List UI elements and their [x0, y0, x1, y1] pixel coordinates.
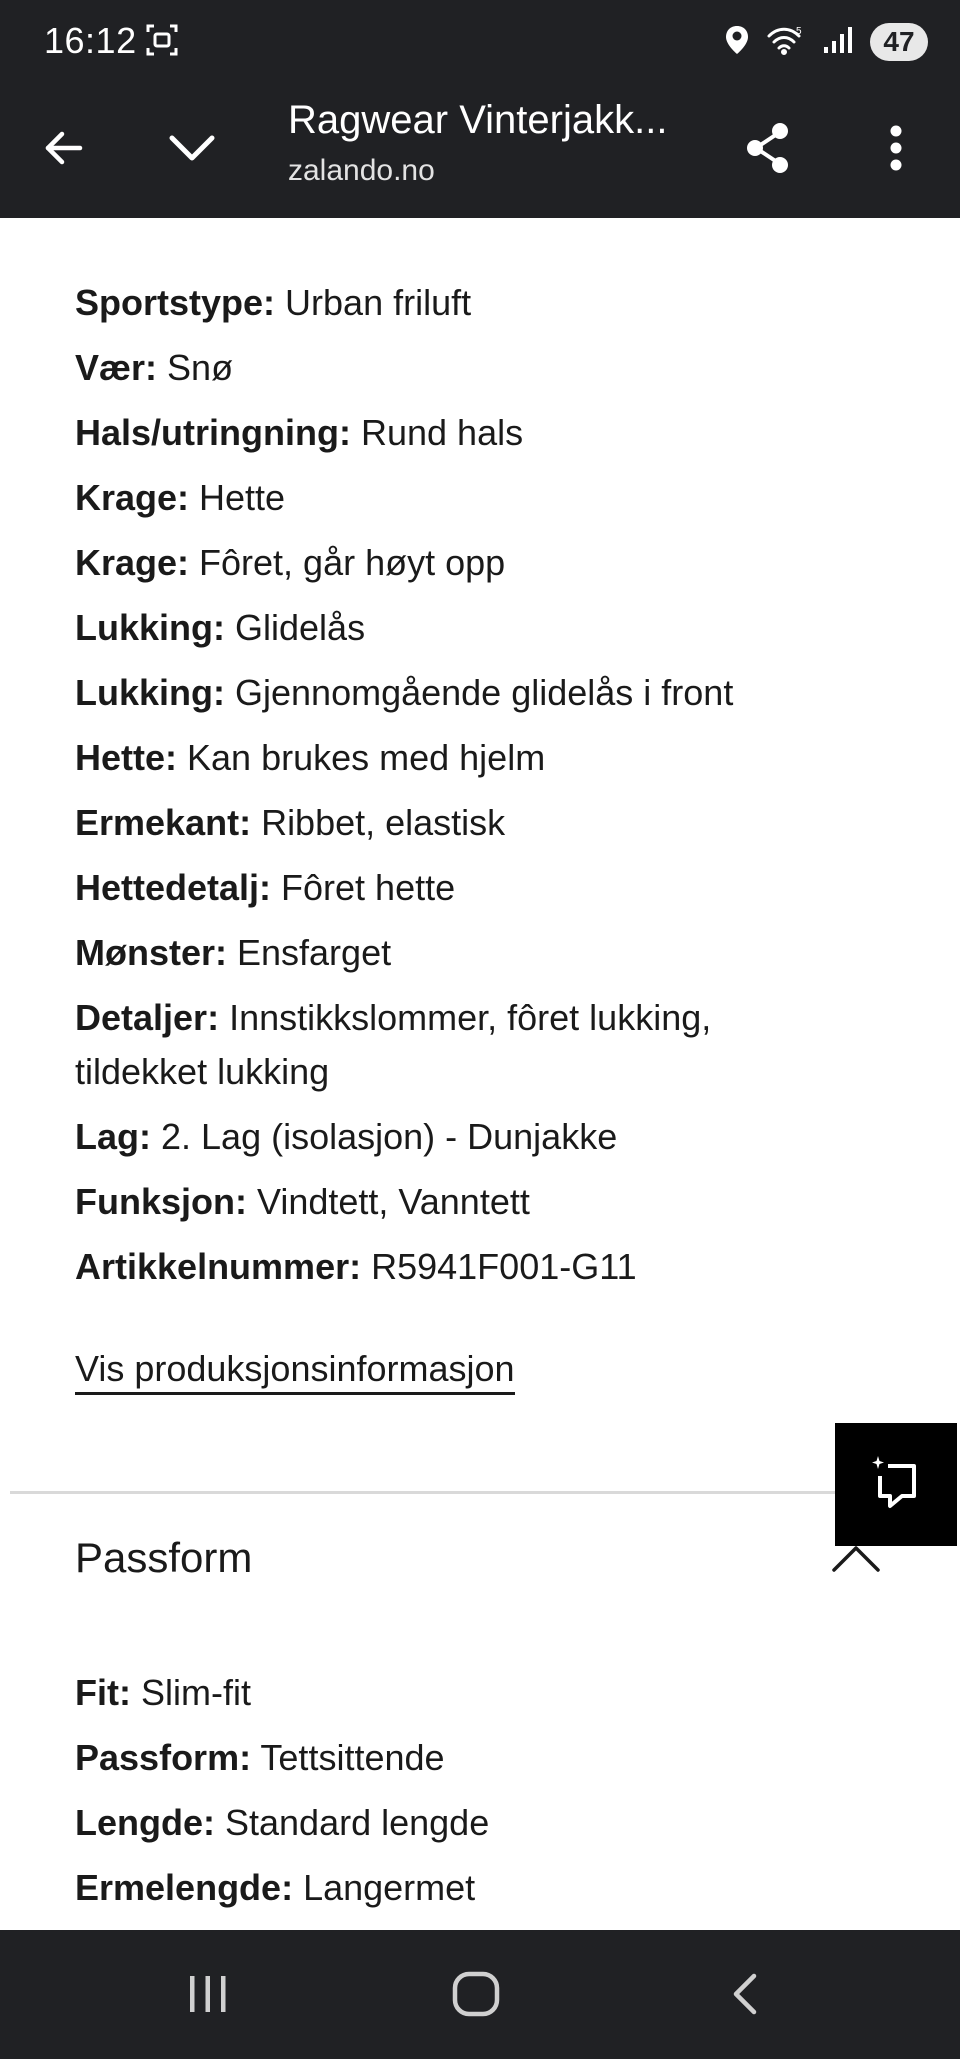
share-icon	[742, 120, 794, 181]
spec-item	[75, 796, 815, 850]
spec-key: Sportstype:	[75, 282, 276, 323]
recents-button[interactable]	[168, 1956, 248, 2036]
spec-value: Vindtett, Vanntett	[246, 1181, 530, 1222]
spec-value: Fôret, går høyt opp	[189, 542, 506, 583]
custom-tab-toolbar	[0, 84, 960, 218]
production-info-link[interactable]: Vis produksjonsinformasjon	[75, 1348, 515, 1395]
page-content	[0, 218, 960, 1930]
spec-key: Lag:	[75, 1116, 151, 1157]
spec-value: R5941F001-G11	[361, 1246, 637, 1287]
nav-back-button[interactable]	[706, 1956, 786, 2036]
fit-value: Tettsittende	[251, 1737, 445, 1778]
spec-value: Ribbet, elastisk	[251, 802, 506, 843]
product-spec-list	[75, 276, 815, 1305]
spec-value: Innstikkslommer, fôret lukking, tildekket lukking	[75, 997, 712, 1092]
spec-key: Krage:	[75, 477, 190, 518]
spec-item	[75, 341, 815, 395]
more-options-button[interactable]	[860, 114, 932, 186]
spec-key: Hette:	[75, 737, 178, 778]
spec-item	[75, 731, 815, 785]
floating-action-button[interactable]	[835, 1423, 957, 1546]
home-button[interactable]	[436, 1956, 516, 2036]
fit-key: Fit:	[75, 1672, 131, 1713]
spec-item	[75, 601, 815, 655]
spec-item	[75, 666, 815, 720]
fit-key: Ermelengde:	[75, 1867, 294, 1908]
spec-item	[75, 1175, 815, 1229]
arrow-left-icon	[40, 124, 88, 177]
spec-key: Krage:	[75, 542, 190, 583]
edit-crop-icon	[866, 1452, 926, 1517]
minimize-button[interactable]	[156, 114, 228, 186]
spec-key: Lukking:	[75, 672, 225, 713]
spec-key: Artikkelnummer:	[75, 1246, 362, 1287]
spec-key: Vær:	[75, 347, 158, 388]
svg-text:5: 5	[796, 25, 802, 37]
spec-key: Detaljer:	[75, 997, 220, 1038]
spec-key: Lukking:	[75, 607, 225, 648]
spec-item	[75, 471, 815, 525]
spec-key: Hals/utringning:	[75, 412, 351, 453]
spec-key: Ermekant:	[75, 802, 252, 843]
home-icon	[451, 1969, 501, 2024]
chevron-down-icon	[166, 130, 218, 171]
fit-value: Standard lengde	[215, 1802, 490, 1843]
spec-value: Snø	[157, 347, 234, 388]
status-time: 16:12	[44, 20, 137, 61]
spec-item	[75, 861, 815, 915]
system-nav-bar	[0, 1930, 960, 2059]
status-indicators	[724, 22, 928, 62]
fit-value: Slim-fit	[130, 1672, 251, 1713]
fit-value: Langermet	[293, 1867, 476, 1908]
spec-value: Fôret hette	[271, 867, 456, 908]
spec-value: Glidelås	[225, 607, 366, 648]
spec-value: Ensfarget	[227, 932, 392, 973]
spec-key: Funksjon:	[75, 1181, 247, 1222]
spec-item	[75, 406, 815, 460]
screenshot-icon	[144, 22, 180, 58]
spec-value: 2. Lag (isolasjon) - Dunjakke	[151, 1116, 618, 1157]
fit-section-title: Passform	[75, 1534, 253, 1581]
status-bar	[0, 0, 960, 84]
spec-item	[75, 1110, 815, 1164]
nav-back-icon	[726, 1970, 766, 2023]
spec-value: Hette	[189, 477, 286, 518]
fit-spec-list	[75, 1666, 815, 1926]
spec-key: Hettedetalj:	[75, 867, 272, 908]
spec-item	[75, 1240, 815, 1294]
fit-key: Lengde:	[75, 1802, 215, 1843]
fit-item	[75, 1861, 815, 1915]
spec-value: Urban friluft	[275, 282, 472, 323]
page-url: zalando.no	[288, 154, 435, 187]
fit-item	[75, 1731, 815, 1785]
spec-item	[75, 991, 815, 1099]
location-icon	[724, 24, 750, 61]
battery-badge: 47	[870, 23, 928, 61]
page-title: Ragwear Vinterjakk...	[288, 98, 668, 142]
fit-item	[75, 1796, 815, 1850]
spec-value: Kan brukes med hjelm	[177, 737, 546, 778]
signal-icon	[822, 25, 854, 60]
spec-item	[75, 926, 815, 980]
recents-icon	[186, 1972, 230, 2021]
section-divider	[10, 1491, 950, 1494]
fit-item	[75, 1666, 815, 1720]
spec-item	[75, 276, 815, 330]
spec-item	[75, 536, 815, 590]
spec-value: Rund hals	[350, 412, 524, 453]
more-vertical-icon	[889, 124, 903, 177]
share-button[interactable]	[732, 114, 804, 186]
wifi-icon	[766, 24, 806, 61]
back-button[interactable]	[28, 114, 100, 186]
fit-key: Passform:	[75, 1737, 252, 1778]
spec-value: Gjennomgående glidelås i front	[225, 672, 734, 713]
spec-key: Mønster:	[75, 932, 227, 973]
